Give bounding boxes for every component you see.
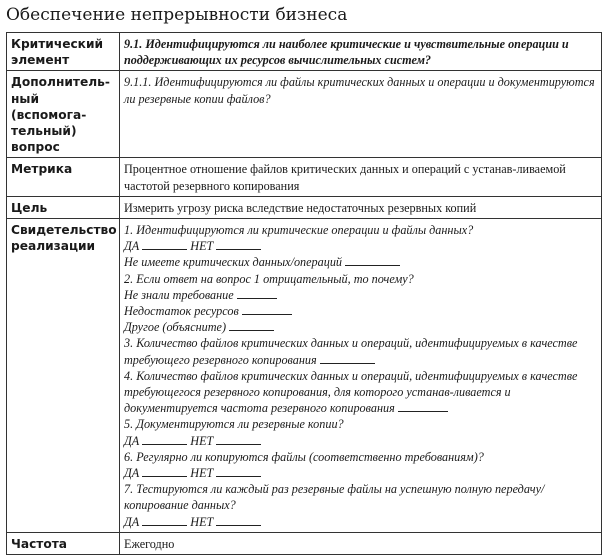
answer-blank — [216, 466, 261, 477]
evidence-q4: 4. Количество файлов критических данных и операций, идентифицируемых в качестве требующегося резервного копирования, для которого устанав-ливается и документируется частота резервного копирования — [124, 368, 578, 416]
evidence-yes-no-7: ДА НЕТ — [124, 514, 597, 530]
answer-blank — [216, 434, 261, 445]
table-row-goal — [7, 196, 602, 218]
table-row-critical — [7, 33, 602, 71]
evidence-q3: 3. Количество файлов критических данных и операций, идентифицируемых в качестве требующего резервного копирования — [124, 336, 578, 367]
row-label-goal: Цель — [7, 196, 120, 218]
row-label-frequency: Частота — [7, 532, 120, 554]
frequency-text: Ежегодно — [120, 532, 602, 554]
metric-text: Процентное отношение файлов критических данных и операций с устанав-ливаемой частотой резервного копирования — [120, 158, 602, 196]
critical-element-text: 9.1. Идентифицируются ли наиболее критические и чувствительные операции и поддерживающих их ресурсов вычислительных систем? — [120, 33, 602, 71]
evidence-q6: 6. Регулярно ли копируются файлы (соответственно требованиям)? — [124, 449, 484, 464]
table-row-metric — [7, 158, 602, 196]
table-row-frequency — [7, 532, 602, 554]
answer-blank — [216, 515, 261, 526]
goal-text: Измерить угрозу риска вследствие недостаточных резервных копий — [120, 196, 602, 218]
answer-blank — [229, 320, 274, 331]
evidence-reason-other: Другое (объясните) — [124, 319, 597, 335]
evidence-q5: 5. Документируются ли резервные копии? — [124, 417, 344, 432]
evidence-yes-no-5: ДА НЕТ — [124, 433, 597, 449]
row-label-metric: Метрика — [7, 158, 120, 196]
evidence-no-critical: Не имеете критических данных/операций — [124, 254, 597, 270]
evidence-reason-unknown: Не знали требование — [124, 287, 597, 303]
answer-blank — [142, 239, 187, 250]
row-label-critical: Критический элемент — [7, 33, 120, 71]
answer-blank — [142, 515, 187, 526]
sub-question-text: 9.1.1. Идентифицируются ли файлы критических данных и операции и документируются ли резервные копии файлов? — [120, 71, 602, 158]
answer-blank — [237, 288, 277, 299]
answer-blank — [242, 304, 292, 315]
answer-blank — [320, 353, 375, 364]
evidence-list — [120, 219, 602, 533]
answer-blank — [142, 466, 187, 477]
table-row-sub-question — [7, 71, 602, 158]
answer-blank — [142, 434, 187, 445]
answer-blank — [216, 239, 261, 250]
evidence-q7: 7. Тестируются ли каждый раз резервные файлы на успешную полную передачу/копирование данных? — [124, 482, 545, 513]
evidence-yes-no-1: ДА НЕТ — [124, 238, 597, 254]
evidence-q2: 2. Если ответ на вопрос 1 отрицательный, то почему? — [124, 271, 414, 286]
page-title: Обеспечение непрерывности бизнеса — [6, 5, 348, 25]
evidence-reason-resources: Недостаток ресурсов — [124, 303, 597, 319]
evidence-yes-no-6: ДА НЕТ — [124, 465, 597, 481]
answer-blank — [398, 401, 448, 412]
row-label-evidence: Свидетельство реализации — [7, 219, 120, 533]
table-row-evidence — [7, 219, 602, 533]
row-label-sub-question: Дополнитель-ный (вспомога-тельный) вопрос — [7, 71, 120, 158]
evidence-q1: 1. Идентифицируются ли критические операции и файлы данных? — [124, 223, 474, 238]
metrics-table — [6, 32, 602, 555]
answer-blank — [345, 255, 400, 266]
